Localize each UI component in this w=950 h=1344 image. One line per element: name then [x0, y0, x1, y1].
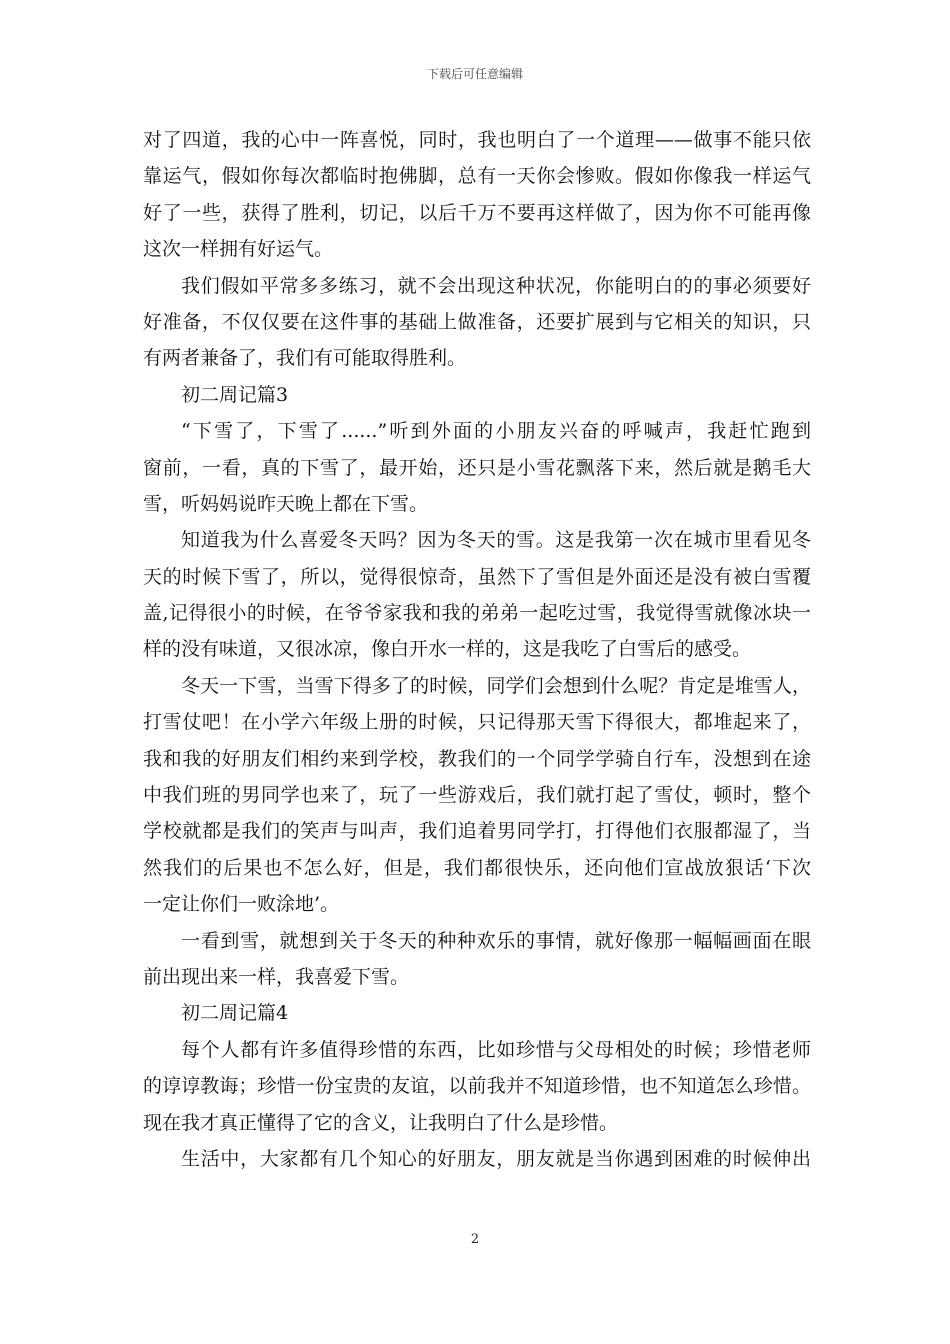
text-line: 然我们的后果也不怎么好，但是，我们都很快乐，还向他们宣战放狠话‘下次 — [143, 856, 811, 879]
section-heading: 初二周记篇4 — [181, 1002, 289, 1025]
text-line: 现在我才真正懂得了它的含义，让我明白了什么是珍惜。 — [143, 1111, 619, 1134]
text-line: 打雪仗吧！在小学六年级上册的时候，只记得那天雪下得很大，都堆起来了， — [143, 711, 811, 734]
text-line: 天的时候下雪了，所以，觉得很惊奇，虽然下了雪但是外面还是没有被白雪覆 — [143, 565, 811, 588]
text-line: 学校就都是我们的笑声与叫声，我们追着男同学打，打得他们衣服都湿了，当 — [143, 820, 811, 843]
text-line: 一看到雪，就想到关于冬天的种种欢乐的事情，就好像那一幅幅画面在眼 — [181, 929, 811, 952]
text-line: 每个人都有许多值得珍惜的东西，比如珍惜与父母相处的时候；珍惜老师 — [181, 1038, 811, 1061]
text-line: 靠运气，假如你每次都临时抱佛脚，总有一天你会惨败。假如你像我一样运气 — [143, 165, 811, 188]
text-line: 生活中，大家都有几个知心的好朋友，朋友就是当你遇到困难的时候伸出 — [181, 1147, 811, 1170]
text-line: 一定让你们一败涂地’。 — [143, 893, 340, 916]
page-number: 2 — [470, 1232, 480, 1247]
text-line: 冬天一下雪，当雪下得多了的时候，同学们会想到什么呢？肯定是堆雪人， — [181, 674, 811, 697]
text-line: 雪，听妈妈说昨天晚上都在下雪。 — [143, 492, 429, 515]
text-line: 我们假如平常多多练习，就不会出现这种状况，你能明白的的事必须要好 — [181, 274, 811, 297]
text-line: 这次一样拥有好运气。 — [143, 238, 334, 261]
text-line: 的谆谆教诲；珍惜一份宝贵的友谊，以前我并不知道珍惜，也不知道怎么珍惜。 — [143, 1075, 811, 1098]
text-line: 知道我为什么喜爱冬天吗？因为冬天的雪。这是我第一次在城市里看见冬 — [181, 529, 811, 552]
page-header: 下载后可任意编辑 — [426, 67, 523, 81]
document-body — [143, 122, 811, 1177]
section-heading: 初二周记篇3 — [181, 383, 289, 406]
text-line: 我和我的好朋友们相约来到学校，教我们的一个同学学骑自行车，没想到在途 — [143, 747, 811, 770]
text-line: 前出现出来一样，我喜爱下雪。 — [143, 965, 410, 988]
text-line: 中我们班的男同学也来了，玩了一些游戏后，我们就打起了雪仗，顿时，整个 — [143, 784, 811, 807]
text-line: 样的没有味道，又很冰凉，像白开水一样的，这是我吃了白雪后的感受。 — [143, 638, 752, 661]
text-line: 对了四道，我的心中一阵喜悦，同时，我也明白了一个道理——做事不能只依 — [143, 129, 811, 151]
text-line: 好了一些，获得了胜利，切记，以后千万不要再这样做了，因为你不可能再像 — [143, 201, 811, 224]
text-line: 窗前，一看，真的下雪了，最开始，还只是小雪花飘落下来，然后就是鹅毛大 — [143, 456, 811, 479]
text-line: 好准备，不仅仅要在这件事的基础上做准备，还要扩展到与它相关的知识，只 — [143, 310, 811, 333]
text-line: “下雪了，下雪了......”听到外面的小朋友兴奋的呼喊声，我赶忙跑到 — [181, 420, 811, 443]
text-line: 有两者兼备了，我们有可能取得胜利。 — [143, 347, 467, 370]
text-line: 盖,记得很小的时候，在爷爷家我和我的弟弟一起吃过雪，我觉得雪就像冰块一 — [143, 602, 811, 625]
